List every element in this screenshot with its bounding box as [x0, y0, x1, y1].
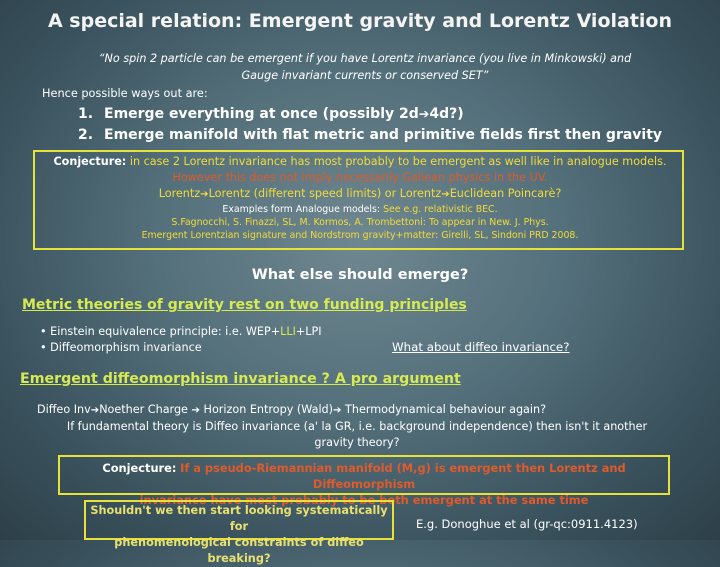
lorentz-c: Euclidean Poincarè? [449, 187, 562, 200]
chain-a: Diffeo Inv [37, 403, 91, 416]
examples-line [36, 203, 684, 216]
ways-list [78, 103, 662, 146]
references-1: S.Fagnocchi, S. Finazzi, SL, M. Kormos, A. Trombettoni: To appear in New. J. Phys. [171, 217, 549, 228]
what-else-heading: What else should emerge? [251, 267, 469, 283]
chain-d: Thermodynamical behaviour again? [345, 403, 547, 416]
right-arrow-icon: ➔ [333, 405, 342, 416]
principle-2: • Diffeomorphism invariance [40, 341, 202, 354]
way-text-2: Emerge manifold with flat metric and primitive fields first then gravity [104, 127, 663, 143]
conjecture-1-red: However this does not imply necessarily Galiean physics in the UV. [172, 171, 548, 184]
quote-line-2: Gauge invariant currents or conserved SET” [241, 69, 489, 82]
emergent-heading: Emergent diffeomorphism invariance ? A pro argument [20, 371, 461, 387]
way-text-1a: Emerge everything at once (possibly 2d [104, 106, 419, 122]
metric-heading: Metric theories of gravity rest on two funding principles [22, 297, 467, 313]
reference-text: E.g. Donoghue et al (gr-qc:0911.4123) [416, 517, 638, 531]
references-2: Emergent Lorentzian signature and Nordstrom gravity+matter: Girelli, SL, Sindoni PRD 2008. [141, 230, 579, 241]
lorentz-a: Lorentz [158, 187, 201, 200]
chain-c: Horizon Entropy (Wald) [203, 403, 334, 416]
question-line-2: phenomenological constraints of diffeo breaking? [114, 536, 364, 565]
way-item-1 [78, 103, 662, 125]
right-arrow-icon: ➔ [200, 189, 209, 200]
principle-1-text: • Einstein equivalence principle: i.e. WEP+ [40, 325, 281, 338]
question-line-1: Shouldn't we then start looking systematically for [90, 504, 388, 533]
right-arrow-icon: ➔ [441, 189, 450, 200]
right-arrow-icon: ➔ [90, 405, 100, 416]
conjecture-1 [36, 154, 684, 242]
conjecture-label: Conjecture: [53, 155, 127, 168]
hence-text: Hence possible ways out are: [42, 87, 208, 100]
quote [70, 50, 660, 84]
way-item-2 [78, 125, 662, 146]
lli-text: LLI [280, 325, 296, 338]
conjecture-2-label: Conjecture: [102, 461, 177, 475]
conjecture-2-body-2: invariance have most probably to be both emergent at the same time [139, 493, 589, 507]
argument-chain [37, 402, 677, 451]
lorentz-b: Lorentz (different speed limits) or Lorentz [208, 187, 442, 200]
chain-line-2: If fundamental theory is Diffeo invariance (a' la GR, i.e. background independence) then isn't it another [66, 420, 648, 433]
way-number-1: 1. [78, 106, 94, 122]
examples-lead: Examples form Analogue models: [222, 204, 381, 215]
lorentz-line [36, 186, 684, 203]
right-arrow-icon: ➔ [418, 106, 430, 121]
slide-title: A special relation: Emergent gravity and Lorentz Violation [47, 10, 673, 32]
chain-line-1 [37, 402, 677, 419]
principle-1 [40, 324, 322, 340]
conjecture-2-body-1: If a pseudo-Riemannian manifold (M,g) is emergent then Lorentz and Diffeomorphism [180, 461, 626, 491]
principles-list [40, 324, 322, 356]
chain-line-3: gravity theory? [314, 436, 400, 449]
conjecture-2-line-1 [60, 460, 668, 492]
chain-b: Noether Charge [99, 403, 188, 416]
question-text [86, 503, 392, 567]
way-text-1b: 4d?) [429, 106, 464, 122]
principle-1-tail: +LPI [295, 325, 322, 338]
conjecture-1-line-1 [36, 154, 684, 170]
conjecture-1-body: in case 2 Lorentz invariance has most probably to be emergent as well like in analogue models. [129, 155, 667, 168]
examples-body: See e.g. relativistic BEC. [383, 204, 498, 215]
quote-line-1: “No spin 2 particle can be emergent if you have Lorentz invariance (you live in Minkowski) and [98, 52, 632, 65]
way-number-2: 2. [78, 127, 94, 143]
right-arrow-icon: ➔ [191, 405, 200, 416]
diffeo-question: What about diffeo invariance? [392, 340, 570, 354]
